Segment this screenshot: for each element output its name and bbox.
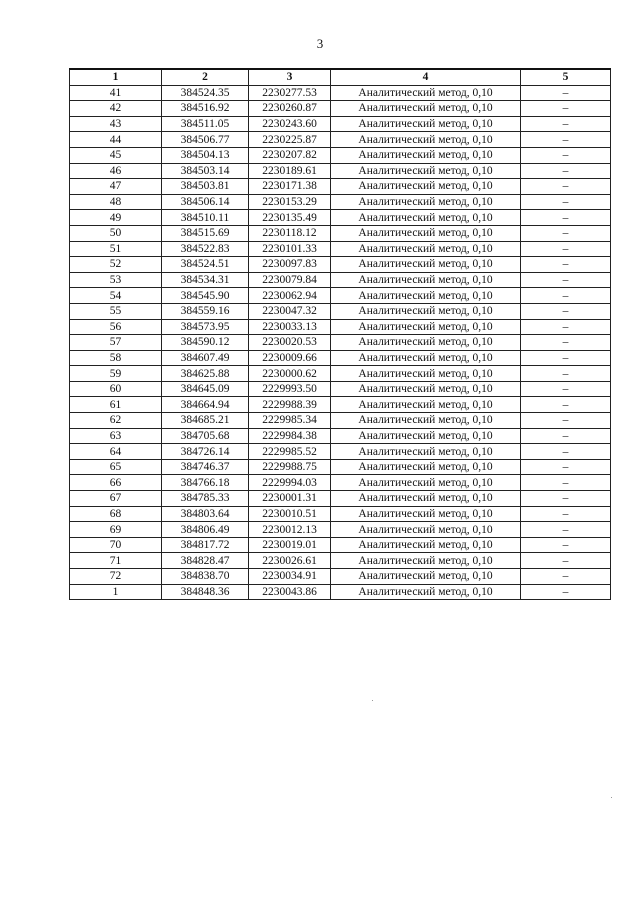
- point-number-cell: 62: [70, 413, 162, 429]
- table-row: [70, 553, 611, 569]
- point-number-cell: 60: [70, 381, 162, 397]
- method-cell: Аналитический метод, 0,10: [331, 381, 521, 397]
- x-coordinate-cell: 384806.49: [162, 522, 249, 538]
- point-number-cell: 66: [70, 475, 162, 491]
- method-cell: Аналитический метод, 0,10: [331, 366, 521, 382]
- note-cell: –: [521, 444, 611, 460]
- y-coordinate-cell: 2230135.49: [249, 210, 331, 226]
- x-coordinate-cell: 384607.49: [162, 350, 249, 366]
- point-number-cell: 72: [70, 569, 162, 585]
- y-coordinate-cell: 2230277.53: [249, 85, 331, 101]
- point-number-cell: 69: [70, 522, 162, 538]
- method-cell: Аналитический метод, 0,10: [331, 288, 521, 304]
- x-coordinate-cell: 384573.95: [162, 319, 249, 335]
- x-coordinate-cell: 384838.70: [162, 569, 249, 585]
- y-coordinate-cell: 2230009.66: [249, 350, 331, 366]
- note-cell: –: [521, 350, 611, 366]
- method-cell: Аналитический метод, 0,10: [331, 413, 521, 429]
- note-cell: –: [521, 366, 611, 382]
- x-coordinate-cell: 384506.77: [162, 132, 249, 148]
- y-coordinate-cell: 2230047.32: [249, 303, 331, 319]
- table-row: [70, 413, 611, 429]
- x-coordinate-cell: 384503.81: [162, 179, 249, 195]
- table-row: [70, 241, 611, 257]
- table-row: [70, 397, 611, 413]
- column-header-4: 4: [331, 69, 521, 85]
- method-cell: Аналитический метод, 0,10: [331, 241, 521, 257]
- method-cell: Аналитический метод, 0,10: [331, 522, 521, 538]
- point-number-cell: 63: [70, 428, 162, 444]
- table-row: [70, 350, 611, 366]
- table-row: [70, 303, 611, 319]
- x-coordinate-cell: 384785.33: [162, 491, 249, 507]
- x-coordinate-cell: 384726.14: [162, 444, 249, 460]
- y-coordinate-cell: 2230207.82: [249, 147, 331, 163]
- note-cell: –: [521, 272, 611, 288]
- point-number-cell: 61: [70, 397, 162, 413]
- y-coordinate-cell: 2230043.86: [249, 584, 331, 600]
- table-row: [70, 444, 611, 460]
- column-header-3: 3: [249, 69, 331, 85]
- point-number-cell: 58: [70, 350, 162, 366]
- y-coordinate-cell: 2230033.13: [249, 319, 331, 335]
- y-coordinate-cell: 2229993.50: [249, 381, 331, 397]
- x-coordinate-cell: 384664.94: [162, 397, 249, 413]
- note-cell: –: [521, 116, 611, 132]
- note-cell: –: [521, 569, 611, 585]
- y-coordinate-cell: 2230189.61: [249, 163, 331, 179]
- y-coordinate-cell: 2229988.75: [249, 459, 331, 475]
- note-cell: –: [521, 413, 611, 429]
- note-cell: –: [521, 335, 611, 351]
- method-cell: Аналитический метод, 0,10: [331, 584, 521, 600]
- point-number-cell: 47: [70, 179, 162, 195]
- x-coordinate-cell: 384524.51: [162, 257, 249, 273]
- table-row: [70, 428, 611, 444]
- table-row: [70, 163, 611, 179]
- point-number-cell: 57: [70, 335, 162, 351]
- point-number-cell: 54: [70, 288, 162, 304]
- method-cell: Аналитический метод, 0,10: [331, 303, 521, 319]
- point-number-cell: 59: [70, 366, 162, 382]
- point-number-cell: 67: [70, 491, 162, 507]
- method-cell: Аналитический метод, 0,10: [331, 147, 521, 163]
- table-row: [70, 101, 611, 117]
- method-cell: Аналитический метод, 0,10: [331, 459, 521, 475]
- note-cell: –: [521, 522, 611, 538]
- column-header-2: 2: [162, 69, 249, 85]
- method-cell: Аналитический метод, 0,10: [331, 272, 521, 288]
- note-cell: –: [521, 225, 611, 241]
- method-cell: Аналитический метод, 0,10: [331, 194, 521, 210]
- x-coordinate-cell: 384848.36: [162, 584, 249, 600]
- method-cell: Аналитический метод, 0,10: [331, 537, 521, 553]
- note-cell: –: [521, 257, 611, 273]
- y-coordinate-cell: 2230097.83: [249, 257, 331, 273]
- point-number-cell: 68: [70, 506, 162, 522]
- y-coordinate-cell: 2230001.31: [249, 491, 331, 507]
- scan-speck: [611, 797, 612, 798]
- x-coordinate-cell: 384510.11: [162, 210, 249, 226]
- y-coordinate-cell: 2230171.38: [249, 179, 331, 195]
- note-cell: –: [521, 85, 611, 101]
- y-coordinate-cell: 2229994.03: [249, 475, 331, 491]
- note-cell: –: [521, 288, 611, 304]
- table-row: [70, 537, 611, 553]
- x-coordinate-cell: 384506.14: [162, 194, 249, 210]
- point-number-cell: 48: [70, 194, 162, 210]
- x-coordinate-cell: 384559.16: [162, 303, 249, 319]
- point-number-cell: 1: [70, 584, 162, 600]
- note-cell: –: [521, 132, 611, 148]
- point-number-cell: 65: [70, 459, 162, 475]
- method-cell: Аналитический метод, 0,10: [331, 444, 521, 460]
- method-cell: Аналитический метод, 0,10: [331, 491, 521, 507]
- y-coordinate-cell: 2230034.91: [249, 569, 331, 585]
- y-coordinate-cell: 2230026.61: [249, 553, 331, 569]
- note-cell: –: [521, 553, 611, 569]
- note-cell: –: [521, 210, 611, 226]
- table-row: [70, 132, 611, 148]
- note-cell: –: [521, 319, 611, 335]
- x-coordinate-cell: 384803.64: [162, 506, 249, 522]
- note-cell: –: [521, 147, 611, 163]
- table-row: [70, 584, 611, 600]
- y-coordinate-cell: 2230101.33: [249, 241, 331, 257]
- point-number-cell: 56: [70, 319, 162, 335]
- table-row: [70, 459, 611, 475]
- table-row: [70, 491, 611, 507]
- table-row: [70, 116, 611, 132]
- method-cell: Аналитический метод, 0,10: [331, 428, 521, 444]
- method-cell: Аналитический метод, 0,10: [331, 397, 521, 413]
- x-coordinate-cell: 384522.83: [162, 241, 249, 257]
- table-row: [70, 506, 611, 522]
- x-coordinate-cell: 384817.72: [162, 537, 249, 553]
- y-coordinate-cell: 2230019.01: [249, 537, 331, 553]
- method-cell: Аналитический метод, 0,10: [331, 475, 521, 491]
- x-coordinate-cell: 384828.47: [162, 553, 249, 569]
- point-number-cell: 42: [70, 101, 162, 117]
- table-row: [70, 288, 611, 304]
- y-coordinate-cell: 2230012.13: [249, 522, 331, 538]
- y-coordinate-cell: 2230118.12: [249, 225, 331, 241]
- x-coordinate-cell: 384625.88: [162, 366, 249, 382]
- point-number-cell: 43: [70, 116, 162, 132]
- table-row: [70, 147, 611, 163]
- table-row: [70, 381, 611, 397]
- point-number-cell: 50: [70, 225, 162, 241]
- x-coordinate-cell: 384746.37: [162, 459, 249, 475]
- table-row: [70, 210, 611, 226]
- note-cell: –: [521, 303, 611, 319]
- y-coordinate-cell: 2230260.87: [249, 101, 331, 117]
- point-number-cell: 41: [70, 85, 162, 101]
- method-cell: Аналитический метод, 0,10: [331, 101, 521, 117]
- y-coordinate-cell: 2230010.51: [249, 506, 331, 522]
- y-coordinate-cell: 2230000.62: [249, 366, 331, 382]
- note-cell: –: [521, 179, 611, 195]
- x-coordinate-cell: 384515.69: [162, 225, 249, 241]
- method-cell: Аналитический метод, 0,10: [331, 210, 521, 226]
- method-cell: Аналитический метод, 0,10: [331, 225, 521, 241]
- y-coordinate-cell: 2229984.38: [249, 428, 331, 444]
- x-coordinate-cell: 384516.92: [162, 101, 249, 117]
- table-row: [70, 335, 611, 351]
- point-number-cell: 70: [70, 537, 162, 553]
- point-number-cell: 55: [70, 303, 162, 319]
- table-row: [70, 85, 611, 101]
- page-number: 3: [316, 36, 324, 51]
- x-coordinate-cell: 384685.21: [162, 413, 249, 429]
- coordinates-table: [69, 68, 611, 600]
- note-cell: –: [521, 459, 611, 475]
- column-header-5: 5: [521, 69, 611, 85]
- note-cell: –: [521, 428, 611, 444]
- y-coordinate-cell: 2229985.34: [249, 413, 331, 429]
- x-coordinate-cell: 384534.31: [162, 272, 249, 288]
- method-cell: Аналитический метод, 0,10: [331, 85, 521, 101]
- method-cell: Аналитический метод, 0,10: [331, 179, 521, 195]
- note-cell: –: [521, 506, 611, 522]
- table-row: [70, 225, 611, 241]
- y-coordinate-cell: 2230243.60: [249, 116, 331, 132]
- table-row: [70, 475, 611, 491]
- y-coordinate-cell: 2229988.39: [249, 397, 331, 413]
- point-number-cell: 64: [70, 444, 162, 460]
- method-cell: Аналитический метод, 0,10: [331, 116, 521, 132]
- table-row: [70, 569, 611, 585]
- method-cell: Аналитический метод, 0,10: [331, 132, 521, 148]
- table-row: [70, 319, 611, 335]
- point-number-cell: 53: [70, 272, 162, 288]
- table-row: [70, 272, 611, 288]
- x-coordinate-cell: 384705.68: [162, 428, 249, 444]
- table-header-row: [70, 69, 611, 85]
- point-number-cell: 51: [70, 241, 162, 257]
- scan-speck: [372, 700, 373, 701]
- method-cell: Аналитический метод, 0,10: [331, 163, 521, 179]
- y-coordinate-cell: 2229985.52: [249, 444, 331, 460]
- x-coordinate-cell: 384590.12: [162, 335, 249, 351]
- y-coordinate-cell: 2230020.53: [249, 335, 331, 351]
- point-number-cell: 71: [70, 553, 162, 569]
- table-row: [70, 522, 611, 538]
- table-body: [70, 85, 611, 600]
- x-coordinate-cell: 384766.18: [162, 475, 249, 491]
- column-header-1: 1: [70, 69, 162, 85]
- method-cell: Аналитический метод, 0,10: [331, 319, 521, 335]
- method-cell: Аналитический метод, 0,10: [331, 257, 521, 273]
- x-coordinate-cell: 384645.09: [162, 381, 249, 397]
- note-cell: –: [521, 584, 611, 600]
- point-number-cell: 45: [70, 147, 162, 163]
- point-number-cell: 52: [70, 257, 162, 273]
- point-number-cell: 49: [70, 210, 162, 226]
- method-cell: Аналитический метод, 0,10: [331, 553, 521, 569]
- y-coordinate-cell: 2230062.94: [249, 288, 331, 304]
- method-cell: Аналитический метод, 0,10: [331, 350, 521, 366]
- note-cell: –: [521, 475, 611, 491]
- note-cell: –: [521, 101, 611, 117]
- y-coordinate-cell: 2230079.84: [249, 272, 331, 288]
- table-row: [70, 366, 611, 382]
- note-cell: –: [521, 537, 611, 553]
- method-cell: Аналитический метод, 0,10: [331, 506, 521, 522]
- x-coordinate-cell: 384503.14: [162, 163, 249, 179]
- note-cell: –: [521, 381, 611, 397]
- note-cell: –: [521, 491, 611, 507]
- y-coordinate-cell: 2230225.87: [249, 132, 331, 148]
- method-cell: Аналитический метод, 0,10: [331, 569, 521, 585]
- table-row: [70, 179, 611, 195]
- point-number-cell: 46: [70, 163, 162, 179]
- table-row: [70, 194, 611, 210]
- point-number-cell: 44: [70, 132, 162, 148]
- method-cell: Аналитический метод, 0,10: [331, 335, 521, 351]
- note-cell: –: [521, 241, 611, 257]
- note-cell: –: [521, 163, 611, 179]
- y-coordinate-cell: 2230153.29: [249, 194, 331, 210]
- x-coordinate-cell: 384511.05: [162, 116, 249, 132]
- note-cell: –: [521, 194, 611, 210]
- note-cell: –: [521, 397, 611, 413]
- table-row: [70, 257, 611, 273]
- x-coordinate-cell: 384524.35: [162, 85, 249, 101]
- x-coordinate-cell: 384504.13: [162, 147, 249, 163]
- x-coordinate-cell: 384545.90: [162, 288, 249, 304]
